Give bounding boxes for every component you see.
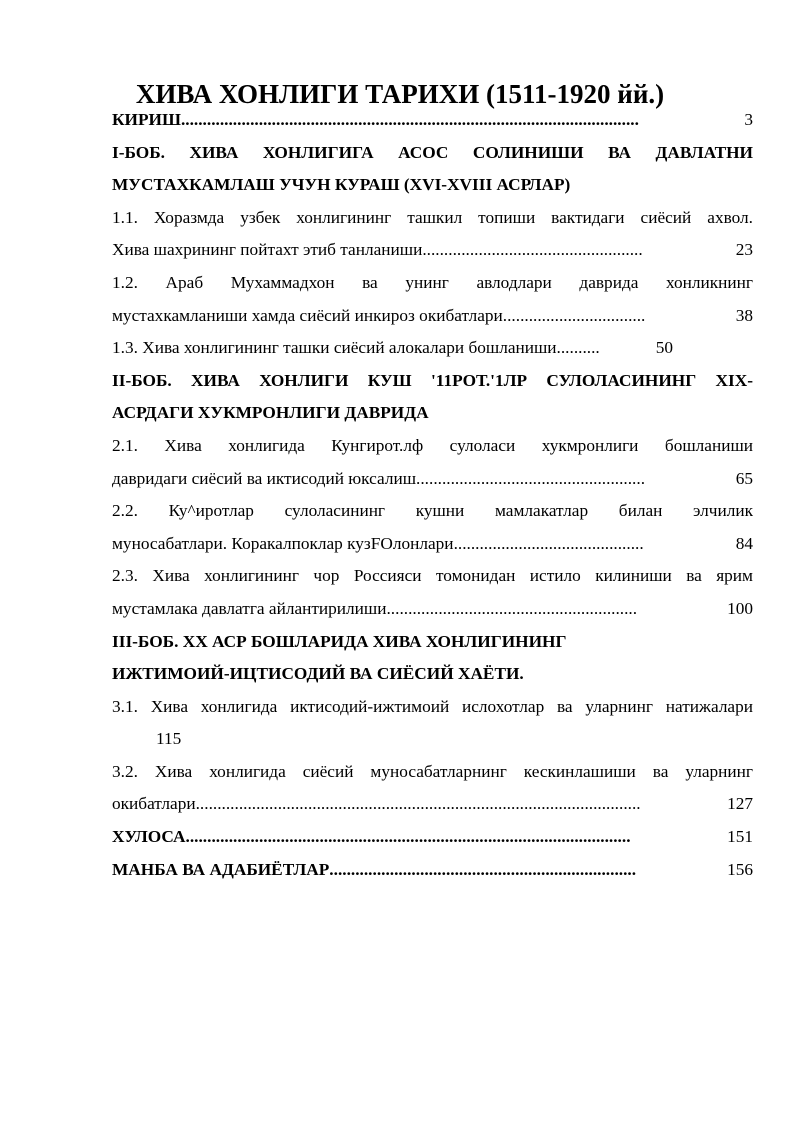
toc-entry-2-3-line2 [112, 593, 753, 626]
toc-leader-dots: ................................. [502, 305, 646, 325]
toc-entry-text: мустахкамланиши хамда сиёсий инкироз окибатлари [112, 305, 503, 325]
toc-leader-dots: ..................................................... [416, 468, 646, 488]
chapter-3-heading-cont: ИЖТИМОИЙ-ИЦТИСОДИЙ ВА СИЁСИЙ ХАЁТИ. [112, 664, 524, 684]
chapter-1-heading-cont: МУСТАХКАМЛАШ УЧУН КУРАШ (XVI-XVIII АСРЛАР) [112, 175, 571, 195]
table-of-contents [112, 104, 753, 886]
toc-page-number: 3 [744, 110, 753, 129]
chapter-3-heading: III-БОБ. XX АСР БОШЛАРИДА ХИВА ХОНЛИГИНИНГ [112, 631, 567, 651]
toc-entry-1-1-line1: 1.1. Хоразмда узбек хонлигининг ташкил топиши вактидаги сиёсий ахвол. [112, 207, 753, 227]
toc-entry-text: муносабатлари. Коракалпоклар кузFОлонлари [112, 533, 454, 553]
toc-entry-intro [112, 104, 753, 137]
toc-leader-dots: ................................................... [422, 240, 643, 260]
toc-entry-text: Хива шахрининг пойтахт этиб танланиши [112, 240, 423, 260]
toc-entry-1-2-line2 [112, 300, 753, 333]
toc-entry-2-1-line1: 2.1. Хива хонлигида Кунгирот.лф сулоласи хукмронлиги бошланиши [112, 435, 753, 455]
toc-entry-1-2-line1: 1.2. Араб Мухаммадхон ва унинг авлодлари даврида хонликнинг [112, 272, 753, 292]
toc-page-number: 156 [727, 859, 753, 879]
toc-entry-text: ХУЛОСА [112, 827, 186, 847]
chapter-1-heading: I-БОБ. ХИВА ХОНЛИГИГА АСОС СОЛИНИШИ ВА ДАВЛАТНИ [112, 142, 753, 162]
toc-leader-dots: ............................................ [453, 533, 644, 553]
chapter-2-heading: II-БОБ. ХИВА ХОНЛИГИ КУШ '11РОТ.'1ЛР СУЛОЛАСИНИНГ XIX- [112, 370, 753, 390]
toc-entry-text: МАНБА ВА АДАБИЁТЛАР [112, 859, 330, 879]
toc-entry-3-2-line2 [112, 788, 753, 821]
toc-page-number: 151 [727, 827, 753, 847]
toc-entry-text: КИРИШ [112, 110, 181, 129]
toc-entry-3-1-line1: 3.1. Хива хонлигида иктисодий-ижтимоий ислохотлар ва уларнинг натижалари [112, 696, 753, 716]
toc-leader-dots: ....................................................................................................... [185, 827, 631, 847]
toc-entry-2-1-line2 [112, 463, 753, 496]
toc-entry-1-1-line2 [112, 234, 753, 267]
toc-page-number: 100 [727, 598, 753, 618]
toc-entry-text: мустамлака давлатга айлантирилиши [112, 598, 387, 618]
toc-entry-text: окибатлари [112, 794, 196, 814]
toc-page-number: 127 [727, 794, 753, 814]
toc-page-number: 115 [156, 729, 182, 749]
toc-page-number: 50 [655, 338, 674, 358]
toc-page-number: 23 [735, 240, 753, 260]
toc-entry-text: 1.3. Хива хонлигининг ташки сиёсий алокалари бошланиши.......... [112, 338, 600, 358]
toc-entry-sources [112, 854, 753, 887]
toc-entry-1-3 [112, 332, 753, 365]
toc-page-number: 84 [735, 533, 753, 553]
toc-leader-dots: ....................................................................... [329, 859, 637, 879]
toc-page-number: 65 [735, 468, 753, 488]
toc-entry-2-2-line1: 2.2. Ку^иротлар сулоласининг кушни мамлакатлар билан элчилик [112, 501, 753, 521]
chapter-2-heading-cont: АСРДАГИ ХУКМРОНЛИГИ ДАВРИДА [112, 403, 429, 423]
toc-leader-dots: .......................................................................................................... [180, 110, 639, 129]
toc-entry-text: давридаги сиёсий ва иктисодий юксалиш [112, 468, 417, 488]
toc-leader-dots: .......................................................... [386, 598, 638, 618]
toc-entry-2-3-line1: 2.3. Хива хонлигининг чор Россияси томонидан истило килиниши ва ярим [112, 566, 753, 586]
toc-page-number: 38 [735, 305, 753, 325]
toc-entry-conclusion [112, 821, 753, 854]
toc-leader-dots: ....................................................................................................... [195, 794, 641, 814]
document-title: ХИВА ХОНЛИГИ ТАРИХИ (1511-1920 йй.) [135, 79, 665, 109]
toc-entry-2-2-line2 [112, 528, 753, 561]
toc-entry-3-2-line1: 3.2. Хива хонлигида сиёсий муносабатларнинг кескинлашиши ва уларнинг [112, 761, 753, 781]
